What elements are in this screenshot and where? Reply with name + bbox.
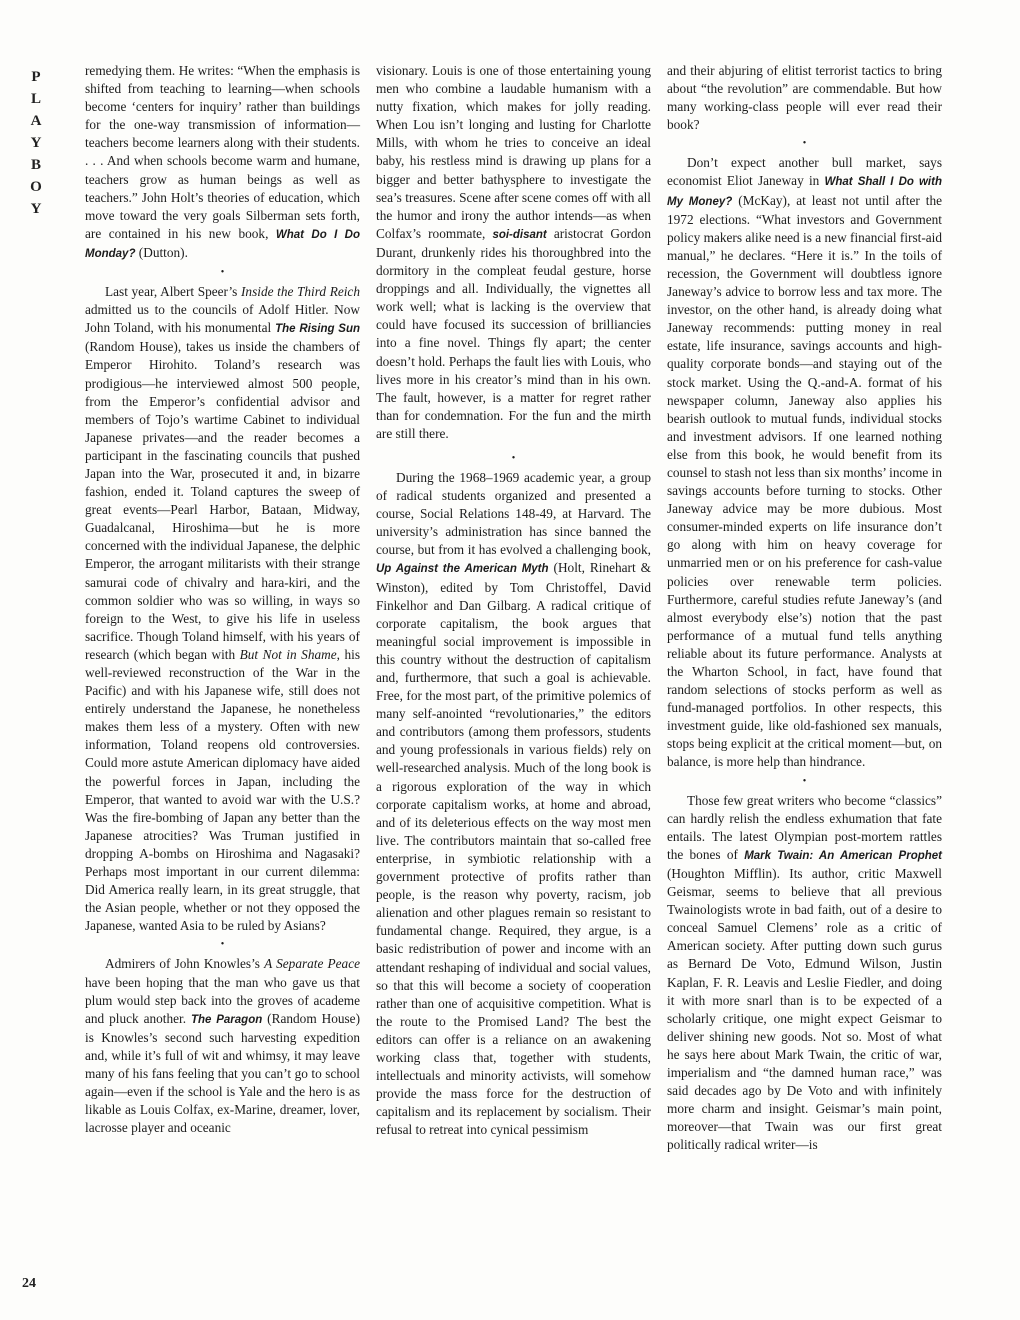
side-letter: B — [30, 157, 41, 173]
book-title: The Rising Sun — [275, 323, 360, 336]
book-title: What Shall I Do with My Money? — [667, 176, 942, 208]
paragraph-american-myth: During the 1968–1969 academic year, a group of radical students organized and presented a course, Social Relations 148-49, at Harvard. The university’s administration has since banned the course, but from it has evolved a challenging book, Up Against the American Myth (Holt, Rinehart & Winston), edited by Tom Christoffel, David Finkelhor and Dan Gilbarg. A radical critique of corporate capitalism, the book argues that meaningful social improvement is impossible in this country without the destruction of capitalism and, furthermore, that such a goal is achievable. Free, for the most part, of the primitive polemics of many self-anointed “revolutionaries,” the editors and contributors (among them professors, students and young professionals in various fields) rely on well-researched analysis. Much of the long book is a rigorous exploration of the way in which corporate capitalism works, at home and abroad, and of its deleterious effects on the way most men live. The contributors maintain that so-called free enterprise, in symbiotic relationship with a government protective of profits rather than people, is the reason why poverty, racism, job alienation and other plagues remain so resistant to fundamental change. Required, they argue, is a basic redistribution of power and income with an attendant reshaping of individual and social values, so that this will become a society of cooperation rather than one of acquisitive competition. What is the route to the Promised Land? The best the editors can offer is a reliance on an awakening working class that, together with students, intellectuals and minority activists, will somehow provide the mass force for the destruction of capitalism and its replacement by socialism. Their refusal to retreat into cynical pessimism — [376, 469, 652, 1138]
book-title: Inside the Third Reich — [241, 284, 360, 300]
side-letter: Y — [30, 135, 42, 151]
italic-term: soi-disant — [492, 228, 547, 241]
page-number: 24 — [22, 1276, 36, 1291]
book-title: The Paragon — [190, 1013, 263, 1026]
side-letter: Y — [30, 201, 42, 217]
section-separator: • — [802, 138, 807, 150]
column-2 — [376, 62, 651, 1139]
book-title: What Do I Do Monday? — [85, 228, 361, 260]
paragraph-american-myth-end: and their abjuring of elitist terrorist tactics to bring about “the revolution” are commendable. But how many working-class people will ever read their book? — [667, 63, 942, 133]
section-separator: • — [220, 939, 225, 951]
paragraph-toland: Last year, Albert Speer’s Inside the Third Reich admitted us to the councils of Adolf Hitler. Now John Toland, with his monumental The Rising Sun (Random House), takes us inside the chambers of Emperor Hirohito. Toland’s research was prodigious—he interviewed almost 500 people, from the Emperor’s confidential advisor and members of Tojo’s wartime Cabinet to individual Japanese privates—and the reader becomes a participant in the fascinating councils that pushed Japan into the War, prosecuted it and, in bizarre fashion, ended it. Toland captures the sweep of great events—Pearl Harbor, Bataan, Midway, Guadalcanal, Hiroshima—but he is more concerned with the individual Japanese, the delphic Emperor, the arrogant militarists with their strange samurai code of chivalry and hara-kiri, and the common soldier who was so willing, in ways so foreign to the West, to give his life in useless sacrifice. Though Toland himself, with his years of research (which began with But Not in Shame, his well-reviewed reconstruction of the War in the Pacific) and with his Japanese wife, still does not entirely understand the Japanese, he nonetheless makes them less of a mystery. Often with new information, Toland reopens old controversies. Could more astute American diplomacy have aided the powerful forces in Japan, including the Emperor, that wanted to avoid war with the U.S.? Was the fire-bombing of Japan any better than the Japanese atrocities? Was Truman justified in dropping A-bombs on Hiroshima and Nagasaki? Perhaps most important in our current dilemma: Did America really learn, in its great struggle, that the Asian people, whether or not they opposed the Japanese, wanted Asia to be ruled by Asians? — [85, 284, 360, 934]
side-letter: A — [30, 113, 42, 129]
book-title: A Separate Peace — [264, 956, 361, 972]
section-separator: • — [802, 775, 807, 787]
paragraph-paragon: visionary. Louis is one of those entertaining young men who combine a laudable humanism with a nutty fixation, which makes for jolly reading. When Lou isn’t longing and lusting for Charlotte Mills, with whom he tries to conceive an ideal baby, his restless mind is drawing up plans for a bigger and better bathysphere to investigate the sea’s treasures. Scene after scene comes off with all the humor and irony the author intends—as when Colfax’s roommate, soi-disant aristocrat Gordon Durant, drunkenly rides his thoroughbred into the dormitory in the compleat feudal gesture, horse droppings and all. Individually, the vignettes all work well; what is lacking is the overview that could have focused its succession of brilliancies into a fine novel. Things fly apart; the center doesn’t hold. Perhaps the fault lies with Louis, who lives more in his creator’s mind than in his own. The fault, however, is a matter for regret rather than for condemnation. For the fun and the mirth are still there. — [376, 63, 651, 441]
side-letter: O — [30, 179, 42, 195]
paragraph-holt: remedying them. He writes: “When the emphasis is shifted from teaching to learning—when schools become ‘centers for inquiry’ rather than buildings for the one-way transmission of information—teachers become learners along with their students. . . . And when schools become warm and humane, teachers grow as human beings as well as teachers.” John Holt’s theories of education, which move toward the very goals Silberman sets forth, are contained in his new book, What Do I Do Monday? (Dutton). — [85, 63, 361, 260]
book-title: Mark Twain: An American Prophet — [744, 849, 942, 862]
magazine-side-label — [25, 66, 47, 220]
paragraph-twain: Those few great writers who become “classics” can hardly relish the endless exhumation that fate entails. The latest Olympian post-mortem rattles the bones of Mark Twain: An American Prophet (Houghton Mifflin). Its author, critic Maxwell Geismar, seems to believe that all previous Twainologists wrote in bad faith, out of a desire to conceal Samuel Clemens’ role as a critic of American society. After putting down such gurus as Bernard De Voto, Edmund Wilson, Justin Kaplan, F. R. Leavis and Leslie Fiedler, and doing it with more snarl than is to be expected of a scholarly critique, one might expect Geismar to deliver shining new goods. Not so. Most of what he says here about Mark Twain, the critic of war, imperialism and “the damned human race,” was said decades ago by De Voto and with infinitely more charm and insight. Geismar’s main point, moreover—that Twain was our first great politically radical writer—is — [667, 792, 942, 1153]
book-title: Up Against the American Myth — [376, 563, 549, 576]
book-title: But Not in Shame — [239, 646, 337, 662]
side-letter: L — [30, 91, 41, 107]
paragraph-janeway: Don’t expect another bull market, says economist Eliot Janeway in What Shall I Do with My Money? (McKay), at least not until after the 1972 elections. “What investors and Government policy makers alike need is a new financial first-aid manual,” he declares. “Here it is.” In the toils of recession, the Government will doubtless ignore Janeway’s advice to borrow less and tax more. The investor, on the other hand, is already doing what Janeway recommends: putting money in real estate, life insurance, savings accounts and high-quality corporate bonds—and staying out of the stock market. Using the Q.-and-A. format of his newspaper column, Janeway also applies his bearish outlook to mutual funds, individual stocks and investment advisors. If one learned nothing else from this book, he would benefit from its counsel to stash not less than six months’ income in savings accounts before turning to stocks. Other Janeway advice may be more dubious. Most consumer-minded experts on life insurance don’t go along with him on heavy coverage for unmarried men or on his preference for cash-value policies over renewable term policies. Furthermore, careful studies refute Janeway’s (and almost everybody else’s) notion that the past performance of a mutual fund tells anything reliable about its future performance. Analysts at the Wharton School, in fact, have found that random selections of stocks perform as well as fund-managed portfolios. In other respects, this investment guide, like old-fashioned sex manuals, stops being explicit at the critical moment—but, on balance, is more help than hindrance. — [667, 155, 942, 770]
side-letter: P — [31, 69, 41, 85]
column-3 — [667, 62, 942, 1154]
column-1 — [85, 62, 360, 1137]
section-separator: • — [511, 452, 516, 464]
section-separator: • — [220, 267, 225, 279]
paragraph-knowles: Admirers of John Knowles’s A Separate Peace have been hoping that the man who gave us that plum would step back into the groves of academe and pluck another. The Paragon (Random House) is Knowles’s second such harvesting expedition and, while it’s full of wit and whimsy, it may leave many of his fans feeling that you can’t go to school again—even if the school is Yale and the hero is as likable as Louis Colfax, ex-Marine, dreamer, lover, lacrosse player and oceanic — [85, 956, 361, 1136]
